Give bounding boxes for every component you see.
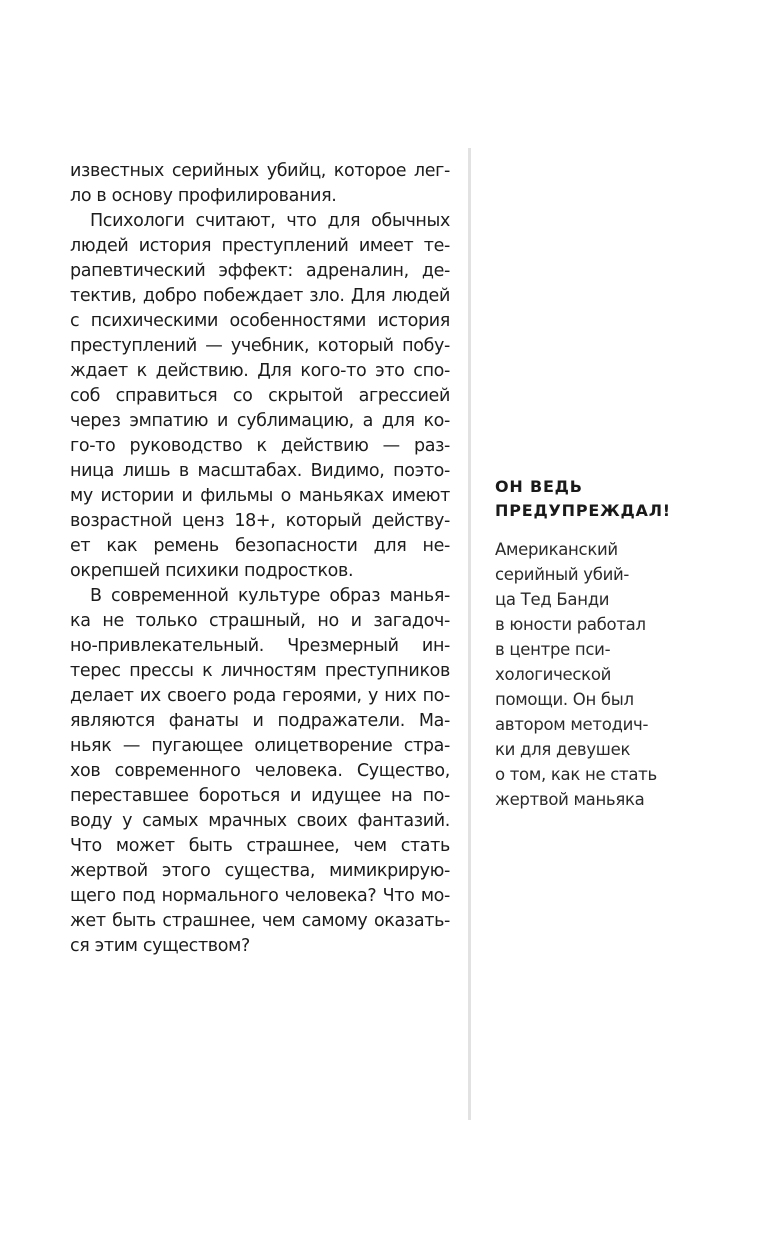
- sidebar-text-line: в центре пси-: [495, 640, 611, 659]
- main-text-line: воду у самых мрачных своих фантазий.: [70, 811, 450, 831]
- main-text-line: ка не только страшный, но и загадоч-: [70, 611, 450, 631]
- sidebar-text-line: в юности работал: [495, 615, 646, 634]
- sidebar-text-line: помощи. Он был: [495, 690, 634, 709]
- main-text-line: делает их своего рода героями, у них по-: [70, 686, 450, 706]
- main-text-line: Психологи считают, что для обычных: [90, 211, 450, 231]
- column-divider: [468, 148, 471, 1120]
- sidebar-title-line: ПРЕДУПРЕЖДАЛ!: [495, 501, 671, 520]
- sidebar-text-line: хологической: [495, 665, 612, 684]
- main-text-line: окрепшей психики подростков.: [70, 561, 354, 581]
- main-text-line: через эмпатию и сублимацию, а для ко-: [70, 411, 450, 431]
- sidebar-text-line: автором методич-: [495, 715, 649, 734]
- sidebar-text-line: Американский: [495, 540, 618, 559]
- main-text-line: терес прессы к личностям преступников: [70, 661, 450, 681]
- main-text-line: соб справиться со скрытой агрессией: [70, 386, 450, 406]
- main-text-line: го-то руководство к действию — раз-: [70, 436, 450, 456]
- main-text-line: преступлений — учебник, который побу-: [70, 336, 450, 356]
- main-text-line: хов современного человека. Существо,: [70, 761, 450, 781]
- main-text-line: известных серийных убийц, которое лег-: [70, 161, 450, 181]
- main-text-line: рапевтический эффект: адреналин, де-: [70, 261, 450, 281]
- sidebar-text-line: ки для девушек: [495, 740, 631, 759]
- main-text-line: ет как ремень безопасности для не-: [70, 536, 450, 556]
- sidebar-text-line: ца Тед Банди: [495, 590, 610, 609]
- sidebar-title-line: ОН ВЕДЬ: [495, 477, 583, 496]
- main-text-line: переставшее бороться и идущее на по-: [70, 786, 450, 806]
- main-text-line: Что может быть страшнее, чем стать: [70, 836, 450, 856]
- main-text-line: В современной культуре образ манья-: [90, 586, 450, 606]
- main-text-line: людей история преступлений имеет те-: [70, 236, 450, 256]
- main-text-line: ло в основу профилирования.: [70, 186, 337, 206]
- sidebar-text-line: о том, как не стать: [495, 765, 657, 784]
- sidebar-title: [495, 475, 675, 523]
- sidebar-text-line: жертвой маньяка: [495, 790, 645, 809]
- main-text-line: ся этим существом?: [70, 936, 250, 956]
- main-text-line: жет быть страшнее, чем самому оказать-: [70, 911, 450, 931]
- main-text-line: тектив, добро побеждает зло. Для людей: [70, 286, 450, 306]
- main-text-column: [70, 159, 450, 959]
- main-text-line: с психическими особенностями история: [70, 311, 450, 331]
- sidebar-body: [495, 537, 675, 812]
- main-text-line: жертвой этого существа, мимикрирую-: [70, 861, 450, 881]
- main-text-line: му истории и фильмы о маньяках имеют: [70, 486, 450, 506]
- main-text-line: ница лишь в масштабах. Видимо, поэто-: [70, 461, 450, 481]
- main-text-line: ньяк — пугающее олицетворение стра-: [70, 736, 450, 756]
- main-text-line: возрастной ценз 18+, который действу-: [70, 511, 450, 531]
- sidebar-note: [495, 475, 675, 812]
- main-text-line: но-привлекательный. Чрезмерный ин-: [70, 636, 450, 656]
- sidebar-text-line: серийный убий-: [495, 565, 630, 584]
- main-text-line: щего под нормального человека? Что мо-: [70, 886, 450, 906]
- main-text-line: ждает к действию. Для кого-то это спо-: [70, 361, 450, 381]
- main-text-line: являются фанаты и подражатели. Ма-: [70, 711, 450, 731]
